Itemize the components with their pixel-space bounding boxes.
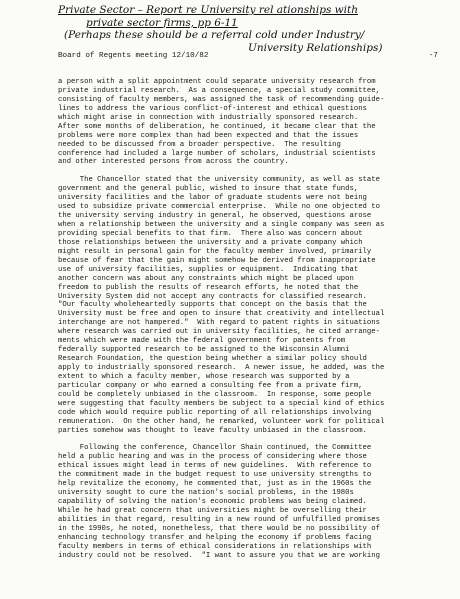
text-line: and other interested persons from across the country. [58,158,289,167]
text-line: University System did not accept any contracts for classified research. [58,292,367,301]
handwritten-note-line: private sector firms, pp 6-11 [86,16,238,29]
text-line: where research was carried out in university facilities, he cited arrange- [58,328,380,337]
text-line: extent to which a faculty member, whose research was supported by a [58,372,350,381]
paragraph [58,444,448,560]
text-line: problems were more complex than had been expected and that the issues [58,131,359,140]
text-line: university facilities and the labor of graduate students were not being [58,194,367,203]
paragraph [58,176,448,435]
text-line: lines to address the various conflict-of-interest and ethical questions [58,104,367,113]
text-line: were suggesting that faculty members be subject to a special kind of ethics [58,399,385,408]
page-header [58,52,438,60]
text-line: help revitalize the economy, he commented that, just as in the 1960s the [58,480,372,489]
text-line: Following the conference, Chancellor Shain continued, the Committee [58,444,372,453]
text-line: another concern was about any constraints which might be placed upon [58,274,354,283]
text-line: use of university facilities, supplies or equipment. Indicating that [58,265,359,274]
text-line: the commitment made in the budget request to use university strengths to [58,471,372,480]
text-line: interchange are not hampered." With regard to patent rights in situations [58,319,380,328]
text-line: government and the general public, wished to insure that state funds, [58,185,359,194]
meeting-title: Board of Regents meeting 12/10/82 [58,52,209,60]
text-line: parties somehow was thought to leave faculty unbiased in the classroom. [58,426,367,435]
text-line: held a public hearing and was in the process of considering where those [58,453,367,462]
text-line: in the 1990s, he noted, nonetheless, that there would be no possibility of [58,524,380,533]
text-line: providing special benefits to that firm. There also was concern about [58,229,363,238]
text-line: a person with a split appointment could separate university research from [58,78,376,86]
handwritten-note [58,4,453,54]
text-line: industry could not be resolved. "I want to assure you that we are working [58,551,380,560]
document-body [58,78,448,570]
text-line: needed to be discussed from a broader perspective. The resulting [58,140,341,149]
handwritten-note-line: (Perhaps these should be a referral cold under Industry/ [64,29,365,41]
text-line: might result in personal gain for the faculty member involved, primarily [58,247,372,256]
paragraph [58,78,448,167]
text-line: faculty members in terms of ethical considerations in relationships with [58,542,372,551]
text-line: when a relationship between the university and a single company was seen as [58,221,385,229]
text-line: private industrial research. As a consequence, a special study committee, [58,86,380,95]
text-line: remuneration. On the other hand, he remarked, volunteer work for political [58,417,385,426]
text-line: ments which were made with the federal government for patents from [58,337,346,346]
text-line: apply to industrially sponsored research. A newer issue, he added, was the [58,364,385,372]
text-line: the university serving industry in general, he observed, questions arose [58,212,372,221]
text-line: After some months of deliberation, he continued, it became clear that the [58,122,376,131]
text-line: "Our faculty wholeheartedly supports that concept on the basis that the [58,301,367,310]
text-line: which might arise in connection with industrially sponsored research. [58,113,359,122]
text-line: those relationships between the university and a private company which [58,238,363,247]
text-line: code which would require public reporting of all relationships involving [58,408,372,417]
text-line: While he had great concern that universities might be overselling their [58,507,367,515]
text-line: particular company or who earned a consulting fee from a private firm, [58,381,363,390]
text-line: The Chancellor stated that the university community, as well as state [58,176,380,185]
page-number: -7 [428,52,438,60]
text-line: could be completely unbiased in the classroom. In response, some people [58,390,372,399]
text-line: federally supported research to be assigned to the Wisconsin Alumni [58,346,350,355]
text-line: freedom to publish the results of research efforts, he noted that the [58,283,359,292]
text-line: University must be free and open to insure that creativity and intellectual [58,310,385,319]
handwritten-note-line: University Relationships) [248,41,383,54]
text-line: used to subsidize private commercial enterprise. While no one objected to [58,203,380,212]
text-line: conference had included a large number of scholars, industrial scientists [58,149,376,158]
text-line: abilities in that regard, resulting in a new round of unfulfilled promises [58,515,380,524]
text-line: consisting of faculty members, was assigned the task of recommending guide- [58,95,385,104]
text-line: university sought to cure the nation's social problems, in the 1980s [58,489,354,498]
text-line: enhancing technology transfer and helping the economy if problems facing [58,533,372,542]
text-line: capability of solving the nation's economic problems was being claimed. [58,498,367,507]
text-line: Research Foundation, the question being whether a similar policy should [58,355,367,364]
handwritten-note-line: Private Sector – Report re University rel ationships with [58,4,358,16]
text-line: because of fear that the gain might somehow be derived from inappropriate [58,256,376,265]
text-line: ethical issues might lead in terms of new guidelines. With reference to [58,462,372,471]
